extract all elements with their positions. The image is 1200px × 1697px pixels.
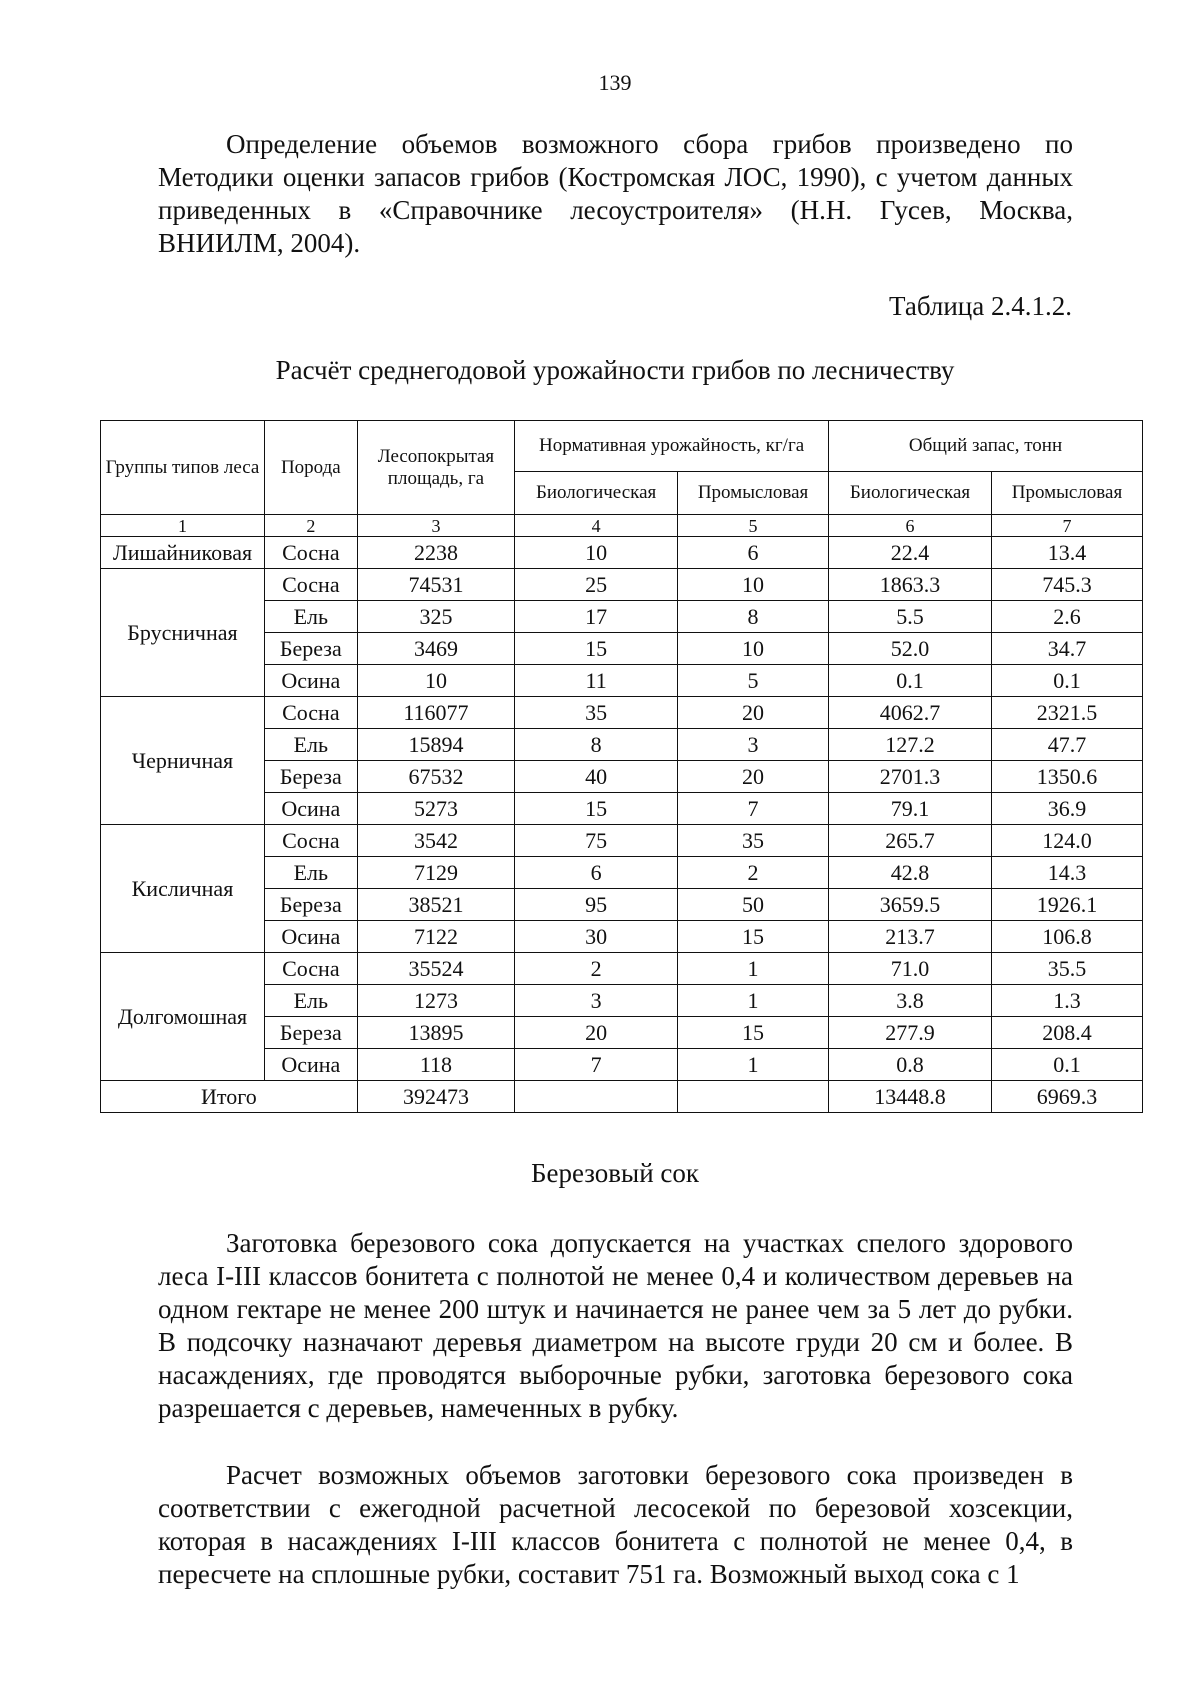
sap-paragraph-1: Заготовка березового сока допускается на участках спелого здорового леса I-III классов бонитета с полнотой не менее 0,4 и количеством деревьев на одном гектаре не менее 200 штук и начинается не ранее чем за 5 лет до рубки. В подсочку назначают деревья диаметром на высоте груди 20 см и более. В насаждениях, где проводятся выборочные рубки, заготовка березового сока разрешается с деревьев, намеченных в рубку. [158, 1228, 1073, 1423]
area-cell: 15894 [357, 729, 514, 761]
norm-commercial-cell: 20 [678, 761, 829, 793]
stock-biological-cell: 0.1 [829, 665, 992, 697]
area-cell: 10 [357, 665, 514, 697]
total-stock-commercial: 6969.3 [991, 1081, 1142, 1113]
norm-commercial-cell: 6 [678, 537, 829, 569]
norm-biological-cell: 15 [515, 633, 678, 665]
sap-paragraph-2: Расчет возможных объемов заготовки березового сока произведен в соответствии с ежегодной расчетной лесосекой по березовой хозсекции, которая в насаждениях I-III классов бонитета с полнотой не менее 0,4, в пересчете на сплошные рубки, составит 751 га. Возможный выход сока с 1 [158, 1460, 1073, 1589]
species-cell: Сосна [264, 697, 357, 729]
column-number-row [101, 515, 1143, 537]
norm-commercial-cell: 1 [678, 985, 829, 1017]
norm-commercial-cell: 35 [678, 825, 829, 857]
norm-biological-cell: 15 [515, 793, 678, 825]
stock-commercial-cell: 13.4 [991, 537, 1142, 569]
stock-biological-cell: 42.8 [829, 857, 992, 889]
table-row [101, 953, 1143, 985]
area-cell: 118 [357, 1049, 514, 1081]
norm-commercial-cell: 20 [678, 697, 829, 729]
stock-commercial-cell: 47.7 [991, 729, 1142, 761]
header-stock-commercial: Промысловая [991, 472, 1142, 515]
stock-commercial-cell: 2.6 [991, 601, 1142, 633]
stock-biological-cell: 3.8 [829, 985, 992, 1017]
norm-biological-cell: 95 [515, 889, 678, 921]
area-cell: 325 [357, 601, 514, 633]
forest-group-cell: Черничная [101, 697, 265, 825]
header-row [101, 421, 1143, 472]
species-cell: Береза [264, 633, 357, 665]
area-cell: 116077 [357, 697, 514, 729]
species-cell: Береза [264, 1017, 357, 1049]
stock-commercial-cell: 124.0 [991, 825, 1142, 857]
norm-biological-cell: 10 [515, 537, 678, 569]
stock-commercial-cell: 34.7 [991, 633, 1142, 665]
norm-biological-cell: 25 [515, 569, 678, 601]
norm-commercial-cell: 5 [678, 665, 829, 697]
total-area: 392473 [357, 1081, 514, 1113]
table-row [101, 825, 1143, 857]
table-label: Таблица 2.4.1.2. [889, 291, 1072, 321]
species-cell: Сосна [264, 825, 357, 857]
total-label: Итого [101, 1081, 358, 1113]
norm-commercial-cell: 10 [678, 569, 829, 601]
stock-commercial-cell: 14.3 [991, 857, 1142, 889]
norm-biological-cell: 8 [515, 729, 678, 761]
stock-biological-cell: 52.0 [829, 633, 992, 665]
stock-commercial-cell: 2321.5 [991, 697, 1142, 729]
species-cell: Осина [264, 665, 357, 697]
table-row [101, 569, 1143, 601]
stock-biological-cell: 127.2 [829, 729, 992, 761]
species-cell: Ель [264, 601, 357, 633]
norm-biological-cell: 35 [515, 697, 678, 729]
norm-commercial-cell: 15 [678, 921, 829, 953]
total-row [101, 1081, 1143, 1113]
norm-biological-cell: 40 [515, 761, 678, 793]
stock-commercial-cell: 208.4 [991, 1017, 1142, 1049]
stock-commercial-cell: 36.9 [991, 793, 1142, 825]
stock-biological-cell: 79.1 [829, 793, 992, 825]
norm-biological-cell: 7 [515, 1049, 678, 1081]
stock-biological-cell: 22.4 [829, 537, 992, 569]
species-cell: Береза [264, 761, 357, 793]
area-cell: 35524 [357, 953, 514, 985]
species-cell: Береза [264, 889, 357, 921]
norm-biological-cell: 3 [515, 985, 678, 1017]
stock-biological-cell: 4062.7 [829, 697, 992, 729]
area-cell: 1273 [357, 985, 514, 1017]
norm-commercial-cell: 7 [678, 793, 829, 825]
header-stock-biological: Биологическая [829, 472, 992, 515]
forest-group-cell: Кисличная [101, 825, 265, 953]
column-number: 3 [357, 515, 514, 537]
page-number: 139 [598, 70, 632, 95]
section-title: Березовый сок [531, 1158, 699, 1188]
stock-commercial-cell: 1350.6 [991, 761, 1142, 793]
norm-commercial-cell: 1 [678, 1049, 829, 1081]
norm-biological-cell: 6 [515, 857, 678, 889]
table-row [101, 697, 1143, 729]
stock-biological-cell: 0.8 [829, 1049, 992, 1081]
column-number: 5 [678, 515, 829, 537]
area-cell: 3542 [357, 825, 514, 857]
total-empty [515, 1081, 678, 1113]
stock-commercial-cell: 745.3 [991, 569, 1142, 601]
norm-biological-cell: 11 [515, 665, 678, 697]
area-cell: 38521 [357, 889, 514, 921]
stock-biological-cell: 5.5 [829, 601, 992, 633]
column-number: 1 [101, 515, 265, 537]
stock-biological-cell: 265.7 [829, 825, 992, 857]
species-cell: Ель [264, 857, 357, 889]
area-cell: 13895 [357, 1017, 514, 1049]
norm-biological-cell: 30 [515, 921, 678, 953]
species-cell: Сосна [264, 953, 357, 985]
stock-commercial-cell: 1926.1 [991, 889, 1142, 921]
stock-biological-cell: 1863.3 [829, 569, 992, 601]
stock-biological-cell: 71.0 [829, 953, 992, 985]
forest-group-cell: Долгомошная [101, 953, 265, 1081]
column-number: 6 [829, 515, 992, 537]
stock-commercial-cell: 106.8 [991, 921, 1142, 953]
column-number: 2 [264, 515, 357, 537]
species-cell: Осина [264, 793, 357, 825]
header-area: Лесопокрытая площадь, га [357, 421, 514, 515]
stock-biological-cell: 213.7 [829, 921, 992, 953]
total-empty [678, 1081, 829, 1113]
norm-biological-cell: 20 [515, 1017, 678, 1049]
stock-commercial-cell: 0.1 [991, 1049, 1142, 1081]
species-cell: Осина [264, 921, 357, 953]
stock-biological-cell: 277.9 [829, 1017, 992, 1049]
mushroom-yield-table [100, 420, 1143, 1113]
area-cell: 7122 [357, 921, 514, 953]
norm-commercial-cell: 2 [678, 857, 829, 889]
total-stock-biological: 13448.8 [829, 1081, 992, 1113]
norm-commercial-cell: 10 [678, 633, 829, 665]
norm-biological-cell: 75 [515, 825, 678, 857]
area-cell: 67532 [357, 761, 514, 793]
norm-commercial-cell: 15 [678, 1017, 829, 1049]
header-species: Порода [264, 421, 357, 515]
header-norm-biological: Биологическая [515, 472, 678, 515]
area-cell: 74531 [357, 569, 514, 601]
norm-biological-cell: 17 [515, 601, 678, 633]
stock-commercial-cell: 1.3 [991, 985, 1142, 1017]
area-cell: 2238 [357, 537, 514, 569]
intro-paragraph: Определение объемов возможного сбора грибов произведено по Методики оценки запасов грибов (Костромская ЛОС, 1990), с учетом данных приведенных в «Справочнике лесоустроителя» (Н.Н. Гусев, Москва, ВНИИЛМ, 2004). [158, 129, 1073, 258]
norm-biological-cell: 2 [515, 953, 678, 985]
header-norm-yield: Нормативная урожайность, кг/га [515, 421, 829, 472]
header-norm-commercial: Промысловая [678, 472, 829, 515]
species-cell: Сосна [264, 537, 357, 569]
species-cell: Ель [264, 985, 357, 1017]
norm-commercial-cell: 1 [678, 953, 829, 985]
area-cell: 7129 [357, 857, 514, 889]
stock-commercial-cell: 0.1 [991, 665, 1142, 697]
stock-biological-cell: 3659.5 [829, 889, 992, 921]
area-cell: 3469 [357, 633, 514, 665]
table-title: Расчёт среднегодовой урожайности грибов по лесничеству [275, 355, 955, 385]
column-number: 7 [991, 515, 1142, 537]
area-cell: 5273 [357, 793, 514, 825]
stock-commercial-cell: 35.5 [991, 953, 1142, 985]
species-cell: Ель [264, 729, 357, 761]
forest-group-cell: Лишайниковая [101, 537, 265, 569]
norm-commercial-cell: 50 [678, 889, 829, 921]
table-row [101, 537, 1143, 569]
species-cell: Осина [264, 1049, 357, 1081]
column-number: 4 [515, 515, 678, 537]
species-cell: Сосна [264, 569, 357, 601]
forest-group-cell: Брусничная [101, 569, 265, 697]
header-forest-group: Группы типов леса [101, 421, 265, 515]
stock-biological-cell: 2701.3 [829, 761, 992, 793]
norm-commercial-cell: 8 [678, 601, 829, 633]
header-total-stock: Общий запас, тонн [829, 421, 1143, 472]
norm-commercial-cell: 3 [678, 729, 829, 761]
